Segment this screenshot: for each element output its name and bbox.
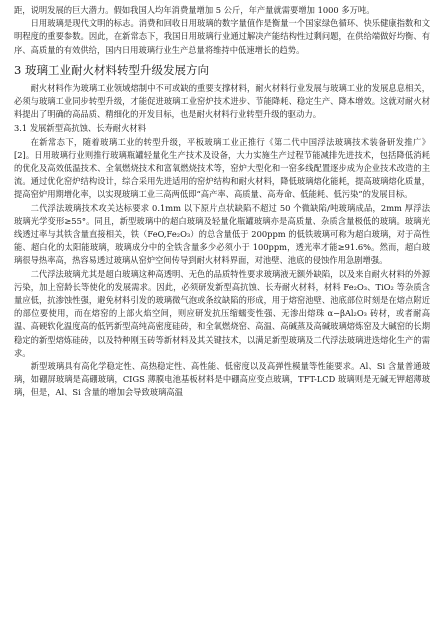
section-heading: 3 玻璃工业耐火材料转型升级发展方向 xyxy=(14,62,209,77)
paragraph-new-refractories: 二代浮法玻璃尤其是超白玻璃这种高透明、无色的品质特性要求玻璃液无额外缺陷，以及来自耐火材料的外源污染，加上窑龄长等使化的发展需求。因此，必须研发新型高抗蚀、长寿耐火材料，材料 Fe₂O₃、TiO₂ 等杂质含量应低，抗渗蚀性强，避免材料引发的玻璃微气泡或条纹缺陷的形成，用于熔窑池壁、池底部位时刻是在熔点附近的部位要使用，而在熔窑的上部火焰空间，则应研发抗压缩蠕变性强、无渗出熔珠 α−βAl₂O₃ 砖材，或者耐高温、高硬软化温度高的低钙新型高纯高密度硅砖，和全氧燃烧窑、高温、高碱蒸及高碱玻璃熔炼窑及大碱窑的长期稳定的新型熔炼硅砖，以及特种刚玉砖等新材料及其关键技术，以满足新型玻璃及二代浮法玻璃进迭熔化生产的需求。 xyxy=(14,268,430,358)
paragraph-continuation: 距，说明发展的巨大潜力。假如我国人均年消费量增加 5 公斤，年产量就需要增加 1000 多万吨。 xyxy=(14,5,375,15)
paragraph-daily-glass: 日用玻璃是现代文明的标志。消费和回收日用玻璃的数字量值作是衡量一个国家绿色循环、快乐健康指数和文明程度的重要参数。因此，在新常态下，我国日用玻璃行业通过解决产能结构性过剩问题，在供给端做好均衡、有序、高质量的有效供给，国内日用玻璃行业生产总量将维持中低速增长的趋势。 xyxy=(14,18,430,55)
paragraph-refractory-intro: 耐火材料作为玻璃工业领域熔制中不可或缺的重要支撑材料，耐火材料行业发展与玻璃工业的发展息息相关，必须与玻璃工业同步转型升级，才能促进玻璃工业窑炉技术进步、节能降耗、稳定生产、降本增效。这就对耐火材料提出了明确的高品质、精细化的开发目标，也是耐火材料行业转型升级的驱动力。 xyxy=(14,82,430,120)
spacer xyxy=(14,57,430,58)
paragraph-float-glass-requirements: 二代浮法玻璃技术攻关达标要求 0.1mm 以下原片点状缺陷不超过 50 个微缺陷/吨玻璃成品，2mm 厚浮法玻璃光学变形≥55°。同且，新型玻璃中的超白玻璃及轻量化瓶罐玻璃亦是高质量、杂质含量极低的玻璃。玻璃光线透过率与其铁含量直接相关，铁（FeO,Fe₂O₃）的总含量低于 200ppm 的低铁玻璃可称为超白玻璃，对于高性能、超白化的太阳能玻璃，玻璃成分中的全铁含量多少必须小于 100ppm，透光率才能≥91.6%。然而，超白玻璃很导热率高，热容易透过玻璃从窑炉空间传导到耐火材料界面，对池壁、池底的侵蚀作用急剧增强。 xyxy=(14,202,430,266)
paragraph-new-glass-properties: 新型玻璃具有高化学稳定性、高热稳定性、高性能、低密度以及高弹性模量等性能要求。Al、Si 含量普通玻璃，如硼屏玻璃是高硼玻璃，CIGS 薄膜电池基板材料是中硼高应变点玻璃，TFT-LCD 玻璃则是无碱无钾超薄玻璃，但是，Al、Si 含量的增加会导致玻璃高温 xyxy=(14,361,430,398)
paragraph-new-normal: 在新常态下，随着玻璃工业的转型升级，平板玻璃工业正推行《第二代中国浮法玻璃技术装备研发推广》[2]。日用玻璃行业则推行玻璃瓶罐轻量化生产技术及设备，大力实施生产过程节能减排先进技术，包括降低消耗的优化及高效低温技术、全氧燃烧技术和富氧燃烧技术等，窑炉大型化和一窑多线配置逐步成为企业技术改造的主流。通过优化窑炉结构设计，综合采用先进适用的窑炉结构和耐火材料，降低玻璃熔化能耗，提高玻璃熔化质量，提高窑炉用期增化率，以实现玻璃工业三高两低即“高产率、高质量、高寿命、低能耗、低污染”的发展目标。 xyxy=(14,136,430,200)
subsection-heading: 3.1 发展新型高抗蚀、长寿耐火材料 xyxy=(14,123,146,134)
